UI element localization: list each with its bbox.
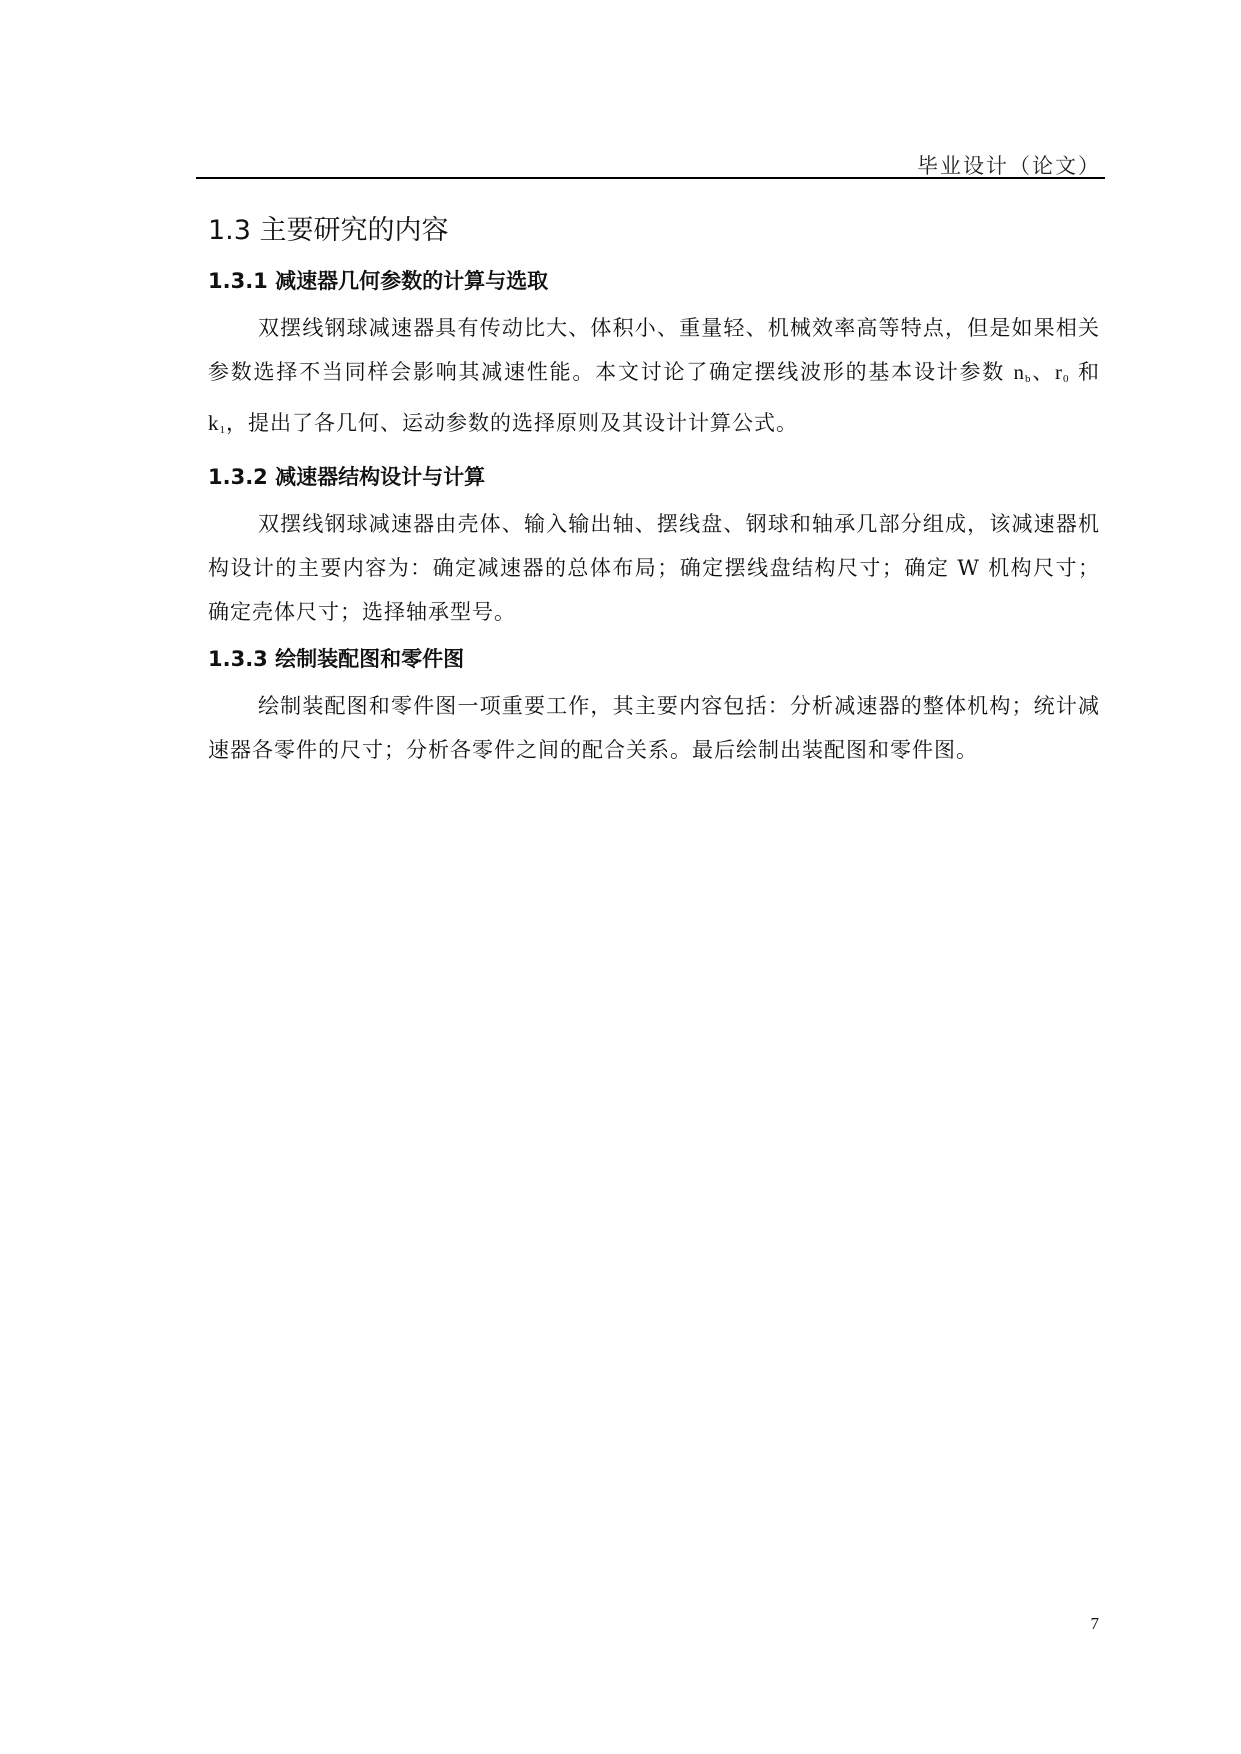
paragraph-1-3-2: 双摆线钢球减速器由壳体、输入输出轴、摆线盘、钢球和轴承几部分组成，该减速器机构设计的主要内容为：确定减速器的总体布局；确定摆线盘结构尺寸；确定 W 机构尺寸；确定壳体尺寸；选择轴承型号。 [208, 512, 1100, 624]
param-k1: $k_1$ [208, 411, 226, 436]
subsection-title-1-3-3: 1.3.3 绘制装配图和零件图 [208, 647, 465, 671]
paragraph-1-3-1-text-before: 双摆线钢球减速器具有传动比大、体积小、重量轻、机械效率高等特点，但是如果相关参数选择不当同样会影响其减速性能。本文讨论了确定摆线波形的基本设计参数 [208, 316, 1100, 384]
param-separator-1: 、 [1031, 360, 1056, 384]
paragraph-1-3-1 [208, 306, 1100, 452]
subsection-title-1-3-1: 1.3.1 减速器几何参数的计算与选取 [208, 269, 549, 293]
page-content [208, 212, 1100, 778]
paragraph-1-3-3: 绘制装配图和零件图一项重要工作，其主要内容包括：分析减速器的整体机构；统计减速器各零件的尺寸；分析各零件之间的配合关系。最后绘制出装配图和零件图。 [208, 694, 1100, 762]
page-number: 7 [1090, 1614, 1099, 1633]
subsection-title-1-3-2: 1.3.2 减速器结构设计与计算 [208, 465, 486, 489]
param-separator-2: 和 [1069, 360, 1100, 384]
paragraph-1-3-1-text-after: ，提出了各几何、运动参数的选择原则及其设计计算公式。 [226, 411, 798, 435]
header-rule [196, 177, 1105, 179]
section-title: 1.3 主要研究的内容 [208, 215, 449, 246]
param-r0: $r_0$ [1055, 360, 1070, 385]
param-nb: $n_b$ [1013, 360, 1032, 385]
running-header: 毕业设计（论文） [917, 154, 1101, 178]
